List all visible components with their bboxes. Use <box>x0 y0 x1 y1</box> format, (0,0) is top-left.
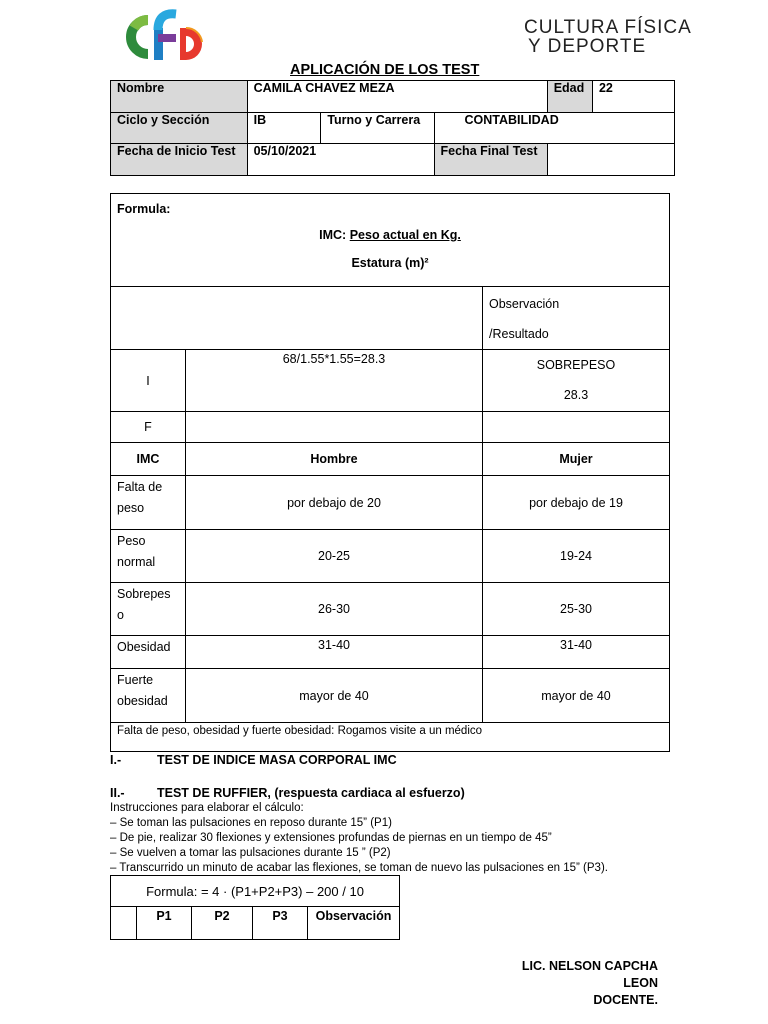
row-mujer: por debajo de 19 <box>483 476 670 530</box>
section2-heading <box>110 786 465 800</box>
row-hombre: mayor de 40 <box>186 669 483 723</box>
logo-line2: Y DEPORTE <box>528 36 647 57</box>
obs-header <box>483 287 670 350</box>
row-label-line2: normal <box>117 555 156 569</box>
section2-title: TEST DE RUFFIER, (respuesta cardiaca al esfuerzo) <box>157 786 465 800</box>
ruffier-formula: Formula: = 4 · (P1+P2+P3) – 200 / 10 <box>111 876 400 907</box>
formula-prefix: IMC: <box>319 228 350 242</box>
row-label-line1: Peso <box>117 534 146 548</box>
table-row <box>111 476 670 530</box>
signature-block <box>490 958 658 1009</box>
signature-role: DOCENTE. <box>593 993 658 1007</box>
row-hombre: 26-30 <box>186 583 483 636</box>
row-hombre: 31-40 <box>186 636 483 669</box>
i-calc: 68/1.55*1.55=28.3 <box>186 350 483 412</box>
nombre-value: CAMILA CHAVEZ MEZA <box>247 81 547 113</box>
fecha-final-label: Fecha Final Test <box>434 144 547 176</box>
table-row <box>111 583 670 636</box>
row-mujer: 31-40 <box>483 636 670 669</box>
logo-title <box>524 18 692 56</box>
ciclo-value: IB <box>247 113 321 144</box>
i-result-label: SOBREPESO <box>536 358 616 372</box>
turno-label: Turno y Carrera <box>321 113 434 144</box>
instruction-line: – Transcurrido un minuto de acabar las flexiones, se toman de nuevo las pulsaciones en 15” (P3). <box>110 862 608 874</box>
info-table <box>110 80 675 176</box>
formula-numerator: Peso actual en Kg. <box>349 228 461 242</box>
cfd-logo-mark <box>120 8 210 62</box>
i-result-value: 28.3 <box>563 388 589 402</box>
col-hombre: Hombre <box>186 443 483 476</box>
f-calc <box>186 412 483 443</box>
row-mujer: mayor de 40 <box>483 669 670 723</box>
row-label <box>111 636 186 669</box>
imc-note: Falta de peso, obesidad y fuerte obesidad: Rogamos visite a un médico <box>111 723 670 752</box>
col-observacion: Observación <box>308 907 400 940</box>
signature-name: LIC. NELSON CAPCHA LEON <box>521 959 658 990</box>
ciclo-label: Ciclo y Sección <box>111 113 248 144</box>
obs-line1: Observación <box>489 297 560 311</box>
row-label-line1: Obesidad <box>117 640 171 654</box>
obs-line2: /Resultado <box>489 327 549 341</box>
formula-cell <box>111 194 670 287</box>
table-row <box>111 530 670 583</box>
row-label-line1: Sobrepes <box>117 587 171 601</box>
ruffier-instructions <box>110 801 670 876</box>
edad-label: Edad <box>547 81 592 113</box>
page-title: APLICACIÓN DE LOS TEST <box>290 62 480 78</box>
f-result <box>483 412 670 443</box>
table-row <box>111 636 670 669</box>
col-p1: P1 <box>137 907 192 940</box>
section1-title: TEST DE INDICE MASA CORPORAL IMC <box>157 753 397 767</box>
row-label <box>111 530 186 583</box>
row-hombre: por debajo de 20 <box>186 476 483 530</box>
col-p3: P3 <box>253 907 308 940</box>
col-mujer: Mujer <box>483 443 670 476</box>
row-mujer: 19-24 <box>483 530 670 583</box>
imc-table <box>110 193 670 752</box>
row-label-line2: obesidad <box>117 694 168 708</box>
row-label <box>111 476 186 530</box>
obs-empty-cell <box>111 287 483 350</box>
cfd-logo <box>120 8 210 62</box>
i-label: I <box>111 350 186 412</box>
row-label-line2: peso <box>117 501 145 515</box>
instruction-line: – Se vuelven a tomar las pulsaciones durante 15 ” (P2) <box>110 847 391 859</box>
nombre-label: Nombre <box>111 81 248 113</box>
fecha-inicio-label: Fecha de Inicio Test <box>111 144 248 176</box>
ruffier-table <box>110 875 400 940</box>
i-result <box>483 350 670 412</box>
col-imc: IMC <box>111 443 186 476</box>
ruffier-empty-cell <box>111 907 137 940</box>
formula-label: Formula: <box>117 202 171 216</box>
formula-imc <box>117 228 663 242</box>
logo-line1: CULTURA FÍSICA <box>524 17 692 38</box>
instruction-line: Instrucciones para elaborar el cálculo: <box>110 802 304 814</box>
row-label-line1: Fuerte <box>117 673 154 687</box>
row-mujer: 25-30 <box>483 583 670 636</box>
instruction-line: – Se toman las pulsaciones en reposo durante 15” (P1) <box>110 817 392 829</box>
edad-value: 22 <box>592 81 674 113</box>
col-p2: P2 <box>192 907 253 940</box>
row-hombre: 20-25 <box>186 530 483 583</box>
section1-heading <box>110 753 397 767</box>
row-label-line1: Falta de <box>117 480 163 494</box>
row-label <box>111 669 186 723</box>
section2-num: II.- <box>110 786 125 800</box>
fecha-inicio-value: 05/10/2021 <box>247 144 434 176</box>
row-label-line2: o <box>117 608 124 622</box>
fecha-final-value <box>547 144 674 176</box>
row-label <box>111 583 186 636</box>
formula-denominator: Estatura (m)² <box>351 256 429 270</box>
table-row <box>111 669 670 723</box>
section1-num: I.- <box>110 753 122 767</box>
f-label: F <box>111 412 186 443</box>
turno-value: CONTABILIDAD <box>434 113 674 144</box>
instruction-line: – De pie, realizar 30 flexiones y extensiones profundas de piernas en un tiempo de 45” <box>110 832 552 844</box>
